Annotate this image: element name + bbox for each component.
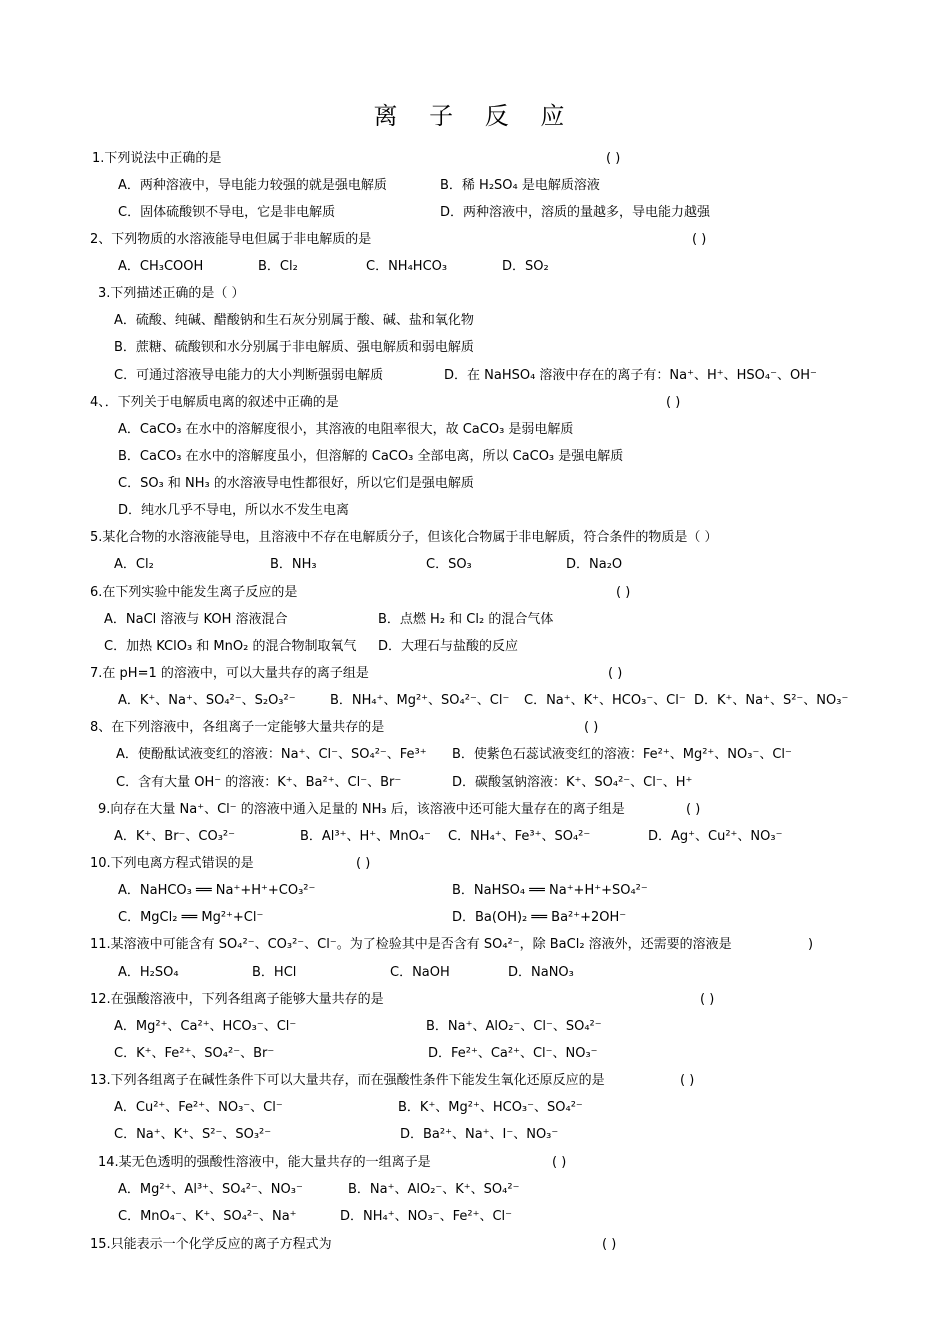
question-line: 2、下列物质的水溶液能导电但属于非电解质的是	[90, 232, 372, 247]
question-line: C．Na⁺、K⁺、S²⁻、SO₃²⁻	[114, 1127, 272, 1142]
question-line: 4、．下列关于电解质电离的叙述中正确的是	[90, 395, 339, 410]
question-line: B．HCl	[252, 965, 297, 980]
question-line: C．MgCl₂ ══ Mg²⁺+Cl⁻	[118, 910, 264, 925]
question-line: C．NaOH	[390, 965, 450, 980]
answer-bracket: ( )	[700, 992, 715, 1007]
question-line: A．NaHCO₃ ══ Na⁺+H⁺+CO₃²⁻	[118, 883, 316, 898]
answer-bracket: ( )	[666, 395, 681, 410]
answer-bracket: ( )	[602, 1237, 617, 1252]
question-line: C．NH₄⁺、Fe³⁺、SO₄²⁻	[448, 829, 591, 844]
question-line: C．可通过溶液导电能力的大小判断强弱电解质	[114, 368, 384, 383]
question-line: C．固体硫酸钡不导电，它是非电解质	[118, 205, 336, 220]
question-line: D．Ba²⁺、Na⁺、I⁻、NO₃⁻	[400, 1127, 559, 1142]
answer-bracket: ( )	[608, 666, 623, 681]
question-line: D．两种溶液中，溶质的量越多，导电能力越强	[440, 205, 711, 220]
question-line: A．Mg²⁺、Al³⁺、SO₄²⁻、NO₃⁻	[118, 1182, 303, 1197]
question-line: 7.在 pH=1 的溶液中，可以大量共存的离子组是	[90, 666, 369, 681]
question-line: D．大理石与盐酸的反应	[378, 639, 519, 654]
question-line: A．Cu²⁺、Fe²⁺、NO₃⁻、Cl⁻	[114, 1100, 283, 1115]
answer-bracket: )	[808, 937, 814, 952]
question-line: A．Mg²⁺、Ca²⁺、HCO₃⁻、Cl⁻	[114, 1019, 297, 1034]
question-line: 1.下列说法中正确的是	[92, 151, 222, 166]
question-line: D．NH₄⁺、NO₃⁻、Fe²⁺、Cl⁻	[340, 1209, 513, 1224]
question-line: A．两种溶液中，导电能力较强的就是强电解质	[118, 178, 387, 193]
question-line: C．SO₃	[426, 557, 472, 572]
question-line: C．SO₃ 和 NH₃ 的水溶液导电性都很好，所以它们是强电解质	[118, 476, 474, 491]
question-line: B．稀 H₂SO₄ 是电解质溶液	[440, 178, 600, 193]
answer-bracket: ( )	[356, 856, 371, 871]
question-line: 13.下列各组离子在碱性条件下可以大量共存，而在强酸性条件下能发生氧化还原反应的是	[90, 1073, 605, 1088]
question-line: A．CH₃COOH	[118, 259, 204, 274]
answer-bracket: ( )	[680, 1073, 695, 1088]
question-line: A．NaCl 溶液与 KOH 溶液混合	[104, 612, 288, 627]
question-line: 12.在强酸溶液中，下列各组离子能够大量共存的是	[90, 992, 384, 1007]
question-line: D．在 NaHSO₄ 溶液中存在的离子有：Na⁺、H⁺、HSO₄⁻、OH⁻	[444, 368, 817, 383]
question-line: 11.某溶液中可能含有 SO₄²⁻、CO₃²⁻、Cl⁻。为了检验其中是否含有 SO₄²⁻，除 BaCl₂ 溶液外，还需要的溶液是	[90, 937, 732, 952]
question-line: 10.下列电离方程式错误的是	[90, 856, 254, 871]
question-line: C．Na⁺、K⁺、HCO₃⁻、Cl⁻	[524, 693, 686, 708]
question-line: D．Na₂O	[566, 557, 623, 572]
question-line: B．Na⁺、AlO₂⁻、Cl⁻、SO₄²⁻	[426, 1019, 602, 1034]
question-line: C．加热 KClO₃ 和 MnO₂ 的混合物制取氧气	[104, 639, 357, 654]
answer-bracket: ( )	[616, 585, 631, 600]
question-line: D．Ba(OH)₂ ══ Ba²⁺+2OH⁻	[452, 910, 627, 925]
page-title: 离 子 反 应	[373, 102, 577, 130]
question-line: A．Cl₂	[114, 557, 154, 572]
question-line: D．K⁺、Na⁺、S²⁻、NO₃⁻	[694, 693, 849, 708]
question-line: B．NaHSO₄ ══ Na⁺+H⁺+SO₄²⁻	[452, 883, 648, 898]
question-line: D．Fe²⁺、Ca²⁺、Cl⁻、NO₃⁻	[428, 1046, 598, 1061]
question-line: B．Na⁺、AlO₂⁻、K⁺、SO₄²⁻	[348, 1182, 520, 1197]
question-line: B．K⁺、Mg²⁺、HCO₃⁻、SO₄²⁻	[398, 1100, 583, 1115]
question-line: B．点燃 H₂ 和 Cl₂ 的混合气体	[378, 612, 554, 627]
question-line: 8、在下列溶液中，各组离子一定能够大量共存的是	[90, 720, 385, 735]
question-line: 9.向存在大量 Na⁺、Cl⁻ 的溶液中通入足量的 NH₃ 后，该溶液中还可能大量存在的离子组是	[98, 802, 625, 817]
question-line: B．CaCO₃ 在水中的溶解度虽小，但溶解的 CaCO₃ 全部电离，所以 CaCO₃ 是强电解质	[118, 449, 624, 464]
question-line: 14.某无色透明的强酸性溶液中，能大量共存的一组离子是	[98, 1155, 431, 1170]
question-line: A．使酚酞试液变红的溶液：Na⁺、Cl⁻、SO₄²⁻、Fe³⁺	[116, 747, 427, 762]
question-line: D．碳酸氢钠溶液：K⁺、SO₄²⁻、Cl⁻、H⁺	[452, 775, 693, 790]
question-line: A．K⁺、Br⁻、CO₃²⁻	[114, 829, 235, 844]
question-line: D．Ag⁺、Cu²⁺、NO₃⁻	[648, 829, 783, 844]
question-line: B．蔗糖、硫酸钡和水分别属于非电解质、强电解质和弱电解质	[114, 340, 474, 355]
question-line: A．K⁺、Na⁺、SO₄²⁻、S₂O₃²⁻	[118, 693, 296, 708]
question-line: B．使紫色石蕊试液变红的溶液：Fe²⁺、Mg²⁺、NO₃⁻、Cl⁻	[452, 747, 792, 762]
question-line: D．SO₂	[502, 259, 549, 274]
answer-bracket: ( )	[686, 802, 701, 817]
question-line: B．NH₃	[270, 557, 317, 572]
question-line: B．Cl₂	[258, 259, 298, 274]
question-line: 6.在下列实验中能发生离子反应的是	[90, 585, 298, 600]
question-line: B．NH₄⁺、Mg²⁺、SO₄²⁻、Cl⁻	[330, 693, 510, 708]
question-line: C．K⁺、Fe²⁺、SO₄²⁻、Br⁻	[114, 1046, 275, 1061]
question-line: 5.某化合物的水溶液能导电，且溶液中不存在电解质分子，但该化合物属于非电解质，符合条件的物质是（ ）	[90, 530, 718, 545]
question-line: 3.下列描述正确的是（ ）	[98, 286, 245, 301]
question-line: D．NaNO₃	[508, 965, 574, 980]
question-line: 15.只能表示一个化学反应的离子方程式为	[90, 1237, 332, 1252]
question-line: A．CaCO₃ 在水中的溶解度很小，其溶液的电阻率很大，故 CaCO₃ 是弱电解质	[118, 422, 574, 437]
answer-bracket: ( )	[606, 151, 621, 166]
question-line: A．H₂SO₄	[118, 965, 179, 980]
question-line: C．含有大量 OH⁻ 的溶液：K⁺、Ba²⁺、Cl⁻、Br⁻	[116, 775, 402, 790]
answer-bracket: ( )	[584, 720, 599, 735]
answer-bracket: ( )	[692, 232, 707, 247]
question-line: A．硫酸、纯碱、醋酸钠和生石灰分别属于酸、碱、盐和氧化物	[114, 313, 474, 328]
answer-bracket: ( )	[552, 1155, 567, 1170]
question-line: C．NH₄HCO₃	[366, 259, 448, 274]
question-line: D．纯水几乎不导电，所以水不发生电离	[118, 503, 350, 518]
question-line: C．MnO₄⁻、K⁺、SO₄²⁻、Na⁺	[118, 1209, 297, 1224]
question-line: B．Al³⁺、H⁺、MnO₄⁻	[300, 829, 431, 844]
